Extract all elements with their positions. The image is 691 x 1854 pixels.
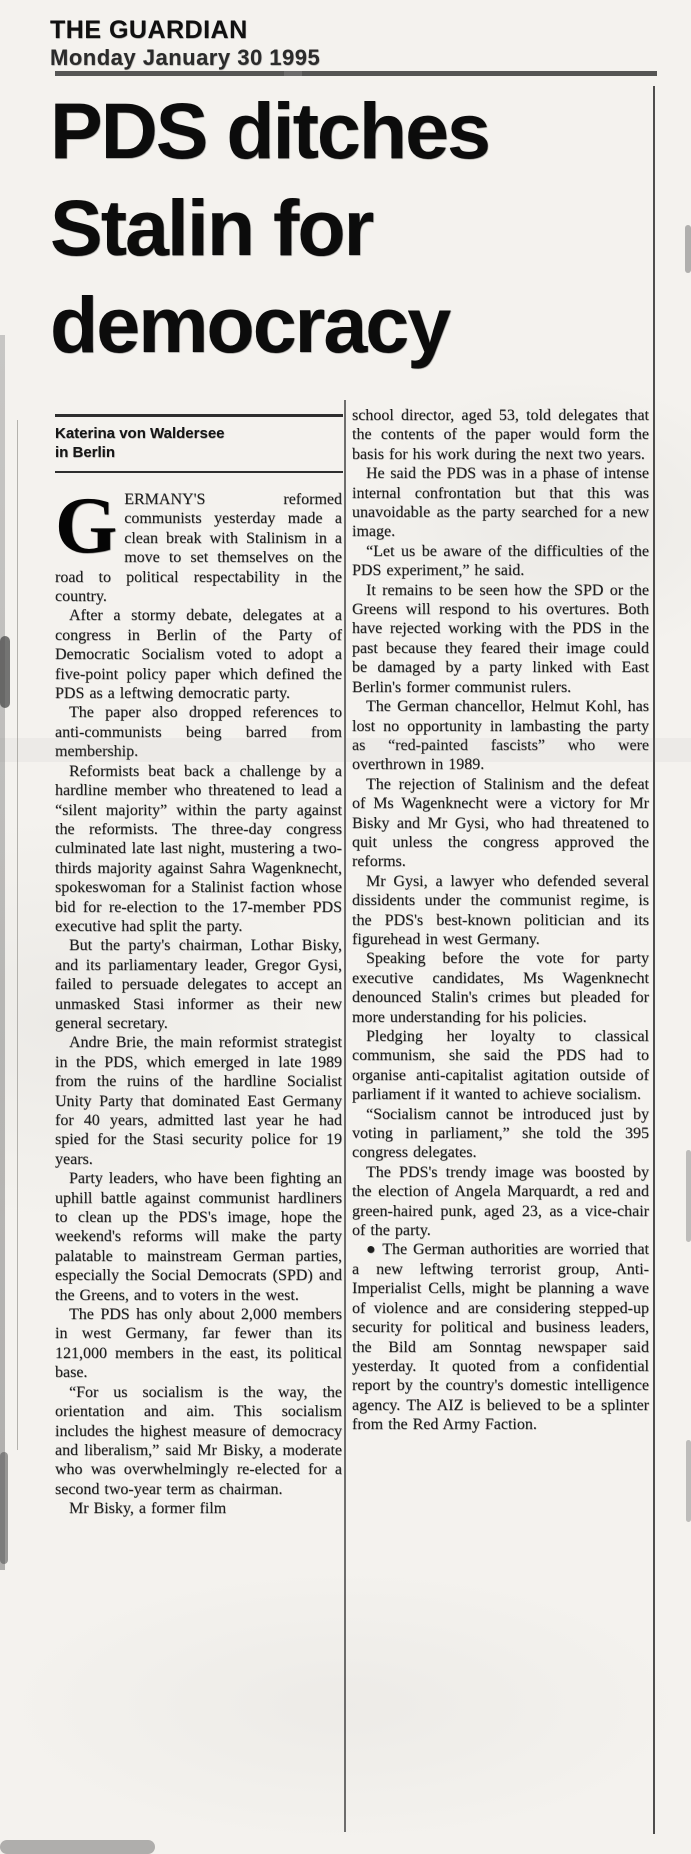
masthead-date: Monday January 30 1995 — [50, 45, 321, 70]
paragraph: It remains to be seen how the SPD or the Greens will respond to his overtures. Both have rejected working with the PDS in the past because they feared their image could be damaged by a party linked with East Berlin's former communist rulers. — [352, 581, 649, 696]
article-right-rule — [653, 86, 655, 1834]
paragraph: Pledging her loyalty to classical communism, she said the PDS had to organise anti-capitalist agitation outside of parliament if it wanted to achieve socialism. — [352, 1028, 649, 1104]
paragraph: After a stormy debate, delegates at a congress in Berlin of the Party of Democratic Socialism voted to adopt a five-point policy paper which defined the PDS as a leftwing democratic party. — [55, 607, 342, 703]
masthead-title: THE GUARDIAN — [50, 16, 248, 44]
paragraph: Party leaders, who have been fighting an uphill battle against communist hardliners to clean up the PDS's image, hope the weekend's reforms will make the party palatable to mainstream German parties, especially the Social Democrats (SPD) and the Greens, and to voters in the west. — [55, 1170, 342, 1304]
paragraph: But the party's chairman, Lothar Bisky, and its parliamentary leader, Gregor Gysi, failed to persuade delegates to accept an unmasked Stasi informer as their new general secretary. — [55, 937, 342, 1032]
lead-paragraph-text: ERMANY'S reformed communists yesterday made a clean break with Stalinism in a move to set themselves on the road to political respectability in the country. — [55, 491, 342, 606]
paragraph: Mr Gysi, a lawyer who defended several dissidents under the communist regime, is the PDS's best-known politician and its figurehead in west Germany. — [352, 872, 649, 948]
paragraph: Mr Bisky, a former film — [69, 1500, 227, 1518]
scan-artifact — [686, 1150, 691, 1242]
headline-line-1: PDS ditches — [50, 86, 489, 175]
lead-paragraph — [55, 482, 342, 606]
masthead-rule — [55, 71, 657, 76]
scan-artifact — [686, 1440, 691, 1522]
paragraph: The German chancellor, Helmut Kohl, has lost no opportunity in lambasting the party as “red-painted fascists” who were overthrown in 1989. — [352, 698, 649, 774]
scan-artifact — [0, 1452, 8, 1564]
paragraph: The paper also dropped references to anti-communists being barred from membership. — [55, 704, 342, 761]
headline — [50, 82, 650, 373]
byline-location: in Berlin — [55, 444, 116, 461]
scan-artifact — [0, 335, 5, 1570]
scan-artifact — [17, 420, 18, 1450]
paragraph: school director, aged 53, told delegates that the contents of the paper would form the basis for his work during the next two years. — [352, 407, 649, 463]
paragraph-news-brief: ● The German authorities are worried that a new leftwing terrorist group, Anti-Imperialist Cells, might be planning a wave of violence and are considering stepped-up security for political and business leaders, the Bild am Sonntag newspaper said yesterday. It quoted from a confidential report by the country's domestic intelligence agency. The AIZ is believed to be a splinter from the Red Army Faction. — [352, 1241, 649, 1434]
paragraph: Reformists beat back a challenge by a hardline member who threatened to lead a “silent majority” within the party against the reformists. The three-day congress culminated late last night, mustering a two-thirds majority against Sahra Wagenknecht, spokeswoman for a Stalinist faction whose bid for re-election to the 17-member PDS executive had split the party. — [55, 762, 342, 935]
headline-line-2: Stalin for — [50, 183, 373, 272]
paragraph: “For us socialism is the way, the orientation and aim. This socialism includes the highest measure of democracy and liberalism,” said Mr Bisky, a moderate who was overwhelmingly re-elected for a second two-year term as chairman. — [55, 1383, 342, 1498]
paragraph: The rejection of Stalinism and the defeat of Ms Wagenknecht were a victory for Mr Bisky and Mr Gysi, who had threatened to quit unless the congress approved the reforms. — [352, 775, 649, 871]
scan-artifact — [0, 738, 691, 762]
article-column-left — [55, 482, 342, 1519]
byline-author: Katerina von Waldersee — [55, 425, 225, 442]
column-divider-rule — [344, 400, 346, 1832]
paragraph: The PDS has only about 2,000 members in west Germany, far fewer than its 121,000 members in the east, its political base. — [55, 1306, 342, 1382]
scan-artifact — [0, 636, 10, 708]
paragraph: He said the PDS was in a phase of intense internal confrontation but that this was unavoidable as the party searched for a new image. — [352, 465, 649, 541]
scan-artifact — [685, 225, 691, 273]
paragraph: “Let us be aware of the difficulties of the PDS experiment,” he said. — [352, 542, 649, 580]
paragraph: Speaking before the vote for party executive candidates, Ms Wagenknecht denounced Stalin's crimes but pleaded for more understanding for his policies. — [352, 950, 649, 1026]
paragraph: The PDS's trendy image was boosted by the election of Angela Marquardt, a red and green-haired punk, aged 23, as a vice-chair of the party. — [352, 1163, 649, 1240]
scan-artifact — [0, 1840, 155, 1854]
headline-line-3: democracy — [50, 280, 450, 369]
article-column-right — [352, 406, 649, 1435]
drop-cap: G — [55, 482, 118, 570]
paragraph: Andre Brie, the main reformist strategist in the PDS, which emerged in late 1989 from the ruins of the hardline Socialist Unity Party that dominated East Germany for 40 years, admitted last year he had spied for the Stasi security police for 19 years. — [55, 1034, 342, 1168]
paragraph: “Socialism cannot be introduced just by voting in parliament,” she told the 395 congress delegates. — [352, 1105, 649, 1162]
byline — [55, 414, 343, 473]
